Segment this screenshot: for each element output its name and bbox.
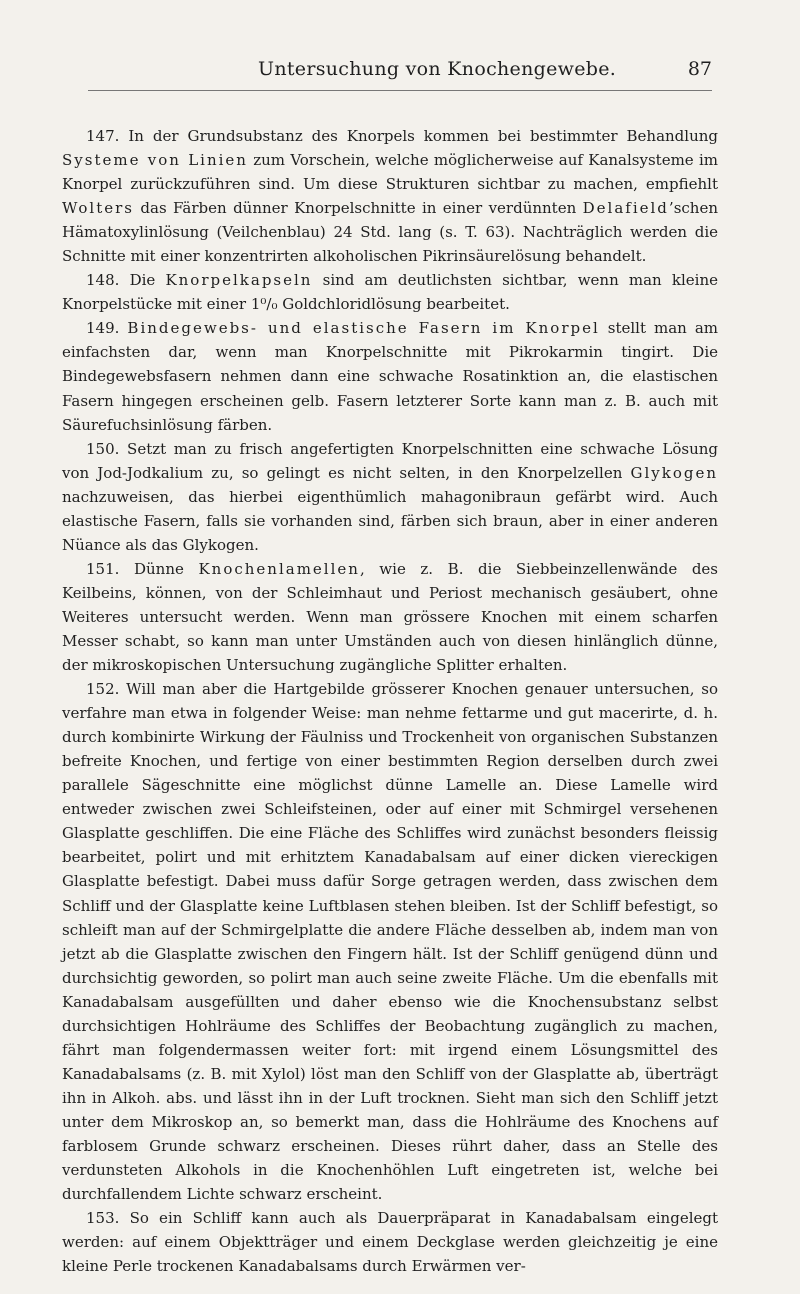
paragraph-152 xyxy=(62,677,718,1206)
spaced-term: Knorpelkapseln xyxy=(165,271,313,290)
text-run: Will man aber die Hartgebilde grösserer Knochen genauer untersuchen, so verfahre man etwa in folgender Weise: man nehme fettarme und gut macerirte, d. h. durch kombinirte Wirkung der Fäulniss und Trockenheit von organischen Substanzen befreite Knochen, und fertige von einer bestimmten Region derselben durch zwei parallele Sägeschnitte eine möglichst dünne Lamelle an. Diese Lamelle wird entweder zwischen zwei Schleifsteinen, oder auf einer mit Schmirgel versehenen Glasplatte geschliffen. Die eine Fläche des Schliffes wird zunächst besonders fleissig bearbeitet, polirt und mit erhitztem Kanadabalsam auf einer dicken viereckigen Glasplatte befestigt. Dabei muss dafür Sorge getragen werden, dass zwischen dem Schliff und der Glasplatte keine Luftblasen stehen bleiben. Ist der Schliff befestigt, so schleift man auf der Schmirgelplatte die andere Fläche desselben ab, indem man von jetzt ab die Glasplatte zwischen den Fingern hält. Ist der Schliff genügend dünn und durchsichtig geworden, so polirt man auch seine zweite Fläche. Um die ebenfalls mit Kanadabalsam ausgefüllten und daher ebenso wie die Knochensubstanz selbst durchsichtigen Hohlräume des Schliffes der Beobachtung zugänglich zu machen, fährt man folgendermassen weiter fort: mit irgend einem Lösungsmittel des Kanadabalsams (z. B. mit Xylol) löst man den Schliff von der Glasplatte ab, überträgt ihn in Alkoh. abs. und lässt ihn in der Luft trocknen. Sieht man sich den Schliff jetzt unter dem Mikroskop an, so bemerkt man, dass die Hohlräume des Knochens auf farblosem Grunde schwarz erscheinen. Dieses rührt daher, dass an Stelle des verdunsteten Alkohols in die Knochenhöhlen Luft eingetreten ist, welche bei durchfallendem Lichte schwarz erscheint. xyxy=(62,680,718,1204)
paragraph-153 xyxy=(62,1206,718,1278)
paragraph-number: 152. xyxy=(86,680,120,699)
text-run: stellt man am einfachsten dar, wenn man Knorpelschnitte mit Pikrokarmin tingirt. Die Bindegewebsfasern nehmen dann eine schwache Rosatinktion an, die elastischen Fasern hingegen erscheinen gelb. Fasern letzterer Sorte kann man z. B. auch mit Säurefuchsinlösung färben. xyxy=(62,319,718,434)
paragraph-number: 147. xyxy=(86,127,120,145)
page-header xyxy=(0,58,800,92)
paragraph-number: 149. xyxy=(86,319,120,338)
text-run: nachzuweisen, das hierbei eigenthümlich mahagonibraun gefärbt wird. Auch elastische Fasern, falls sie vorhanden sind, färben sich braun, aber in einer anderen Nüance als das Glykogen. xyxy=(62,487,718,554)
paragraph-148 xyxy=(62,268,718,316)
paragraph-number: 148. xyxy=(86,271,120,290)
body-text xyxy=(62,124,718,1278)
paragraph-149 xyxy=(62,316,718,436)
paragraph-number: 151. xyxy=(86,559,120,578)
paragraph-147 xyxy=(62,124,718,268)
text-run: das Färben dünner Knorpelschnitte in einer verdünnten xyxy=(134,199,583,218)
header-rule xyxy=(88,90,712,91)
paragraph-number: 153. xyxy=(86,1209,120,1228)
text-run: ’schen Hämatoxylinlösung (Veilchenblau) 24 Std. lang (s. T. 63). Nachträglich werden die Schnitte mit einer konzentrirten alkoholischen Pikrinsäurelösung behandelt. xyxy=(62,199,718,266)
running-head: Untersuchung von Knochengewebe. xyxy=(258,58,617,80)
paragraph-151 xyxy=(62,557,718,677)
text-run: Die xyxy=(119,271,166,290)
text-run: sind am deutlichsten sichtbar, wenn man kleine Knorpelstücke mit einer 1⁰/₀ Goldchloridlösung bearbeitet. xyxy=(62,271,718,314)
author-name: Delafield xyxy=(582,199,669,218)
spaced-term: Glykogen xyxy=(630,463,718,482)
text-run: Dünne xyxy=(119,559,199,578)
author-name: Wolters xyxy=(62,199,135,218)
text-run: zum Vorschein, welche möglicherweise auf Kanalsysteme im Knorpel zurückzuführen sind. Um diese Strukturen sichtbar zu machen, empfiehlt xyxy=(62,151,718,194)
text-run: Setzt man zu frisch angefertigten Knorpelschnitten eine schwache Lösung von Jod-Jodkalium zu, so gelingt es nicht selten, in den Knorpelzellen xyxy=(62,439,718,482)
text-run: In der Grundsubstanz des Knorpels kommen bei bestimmter Behandlung xyxy=(119,127,718,145)
page-number: 87 xyxy=(687,58,712,80)
spaced-term: Knochenlamellen xyxy=(198,559,360,578)
paragraph-number: 150. xyxy=(86,439,120,458)
text-run: , wie z. B. die Siebbeinzellenwände des Keilbeins, können, von der Schleimhaut und Periost mechanisch gesäubert, ohne Weiteres untersucht werden. Wenn man grössere Knochen mit einem scharfen Messer schabt, so kann man unter Umständen auch von diesen hinlänglich dünne, der mikroskopischen Untersuchung zugängliche Splitter erhalten. xyxy=(62,559,718,675)
paragraph-150 xyxy=(62,437,718,557)
spaced-term: Bindegewebs- und elastische Fasern im Knorpel xyxy=(127,319,600,338)
spaced-term: Systeme von Linien xyxy=(62,151,248,170)
text-run: So ein Schliff kann auch als Dauerpräparat in Kanadabalsam eingelegt werden: auf einem Objektträger und einem Deckglase werden gleichzeitig je eine kleine Perle trockenen Kanadabalsams durch Erwärmen ver- xyxy=(62,1209,718,1276)
